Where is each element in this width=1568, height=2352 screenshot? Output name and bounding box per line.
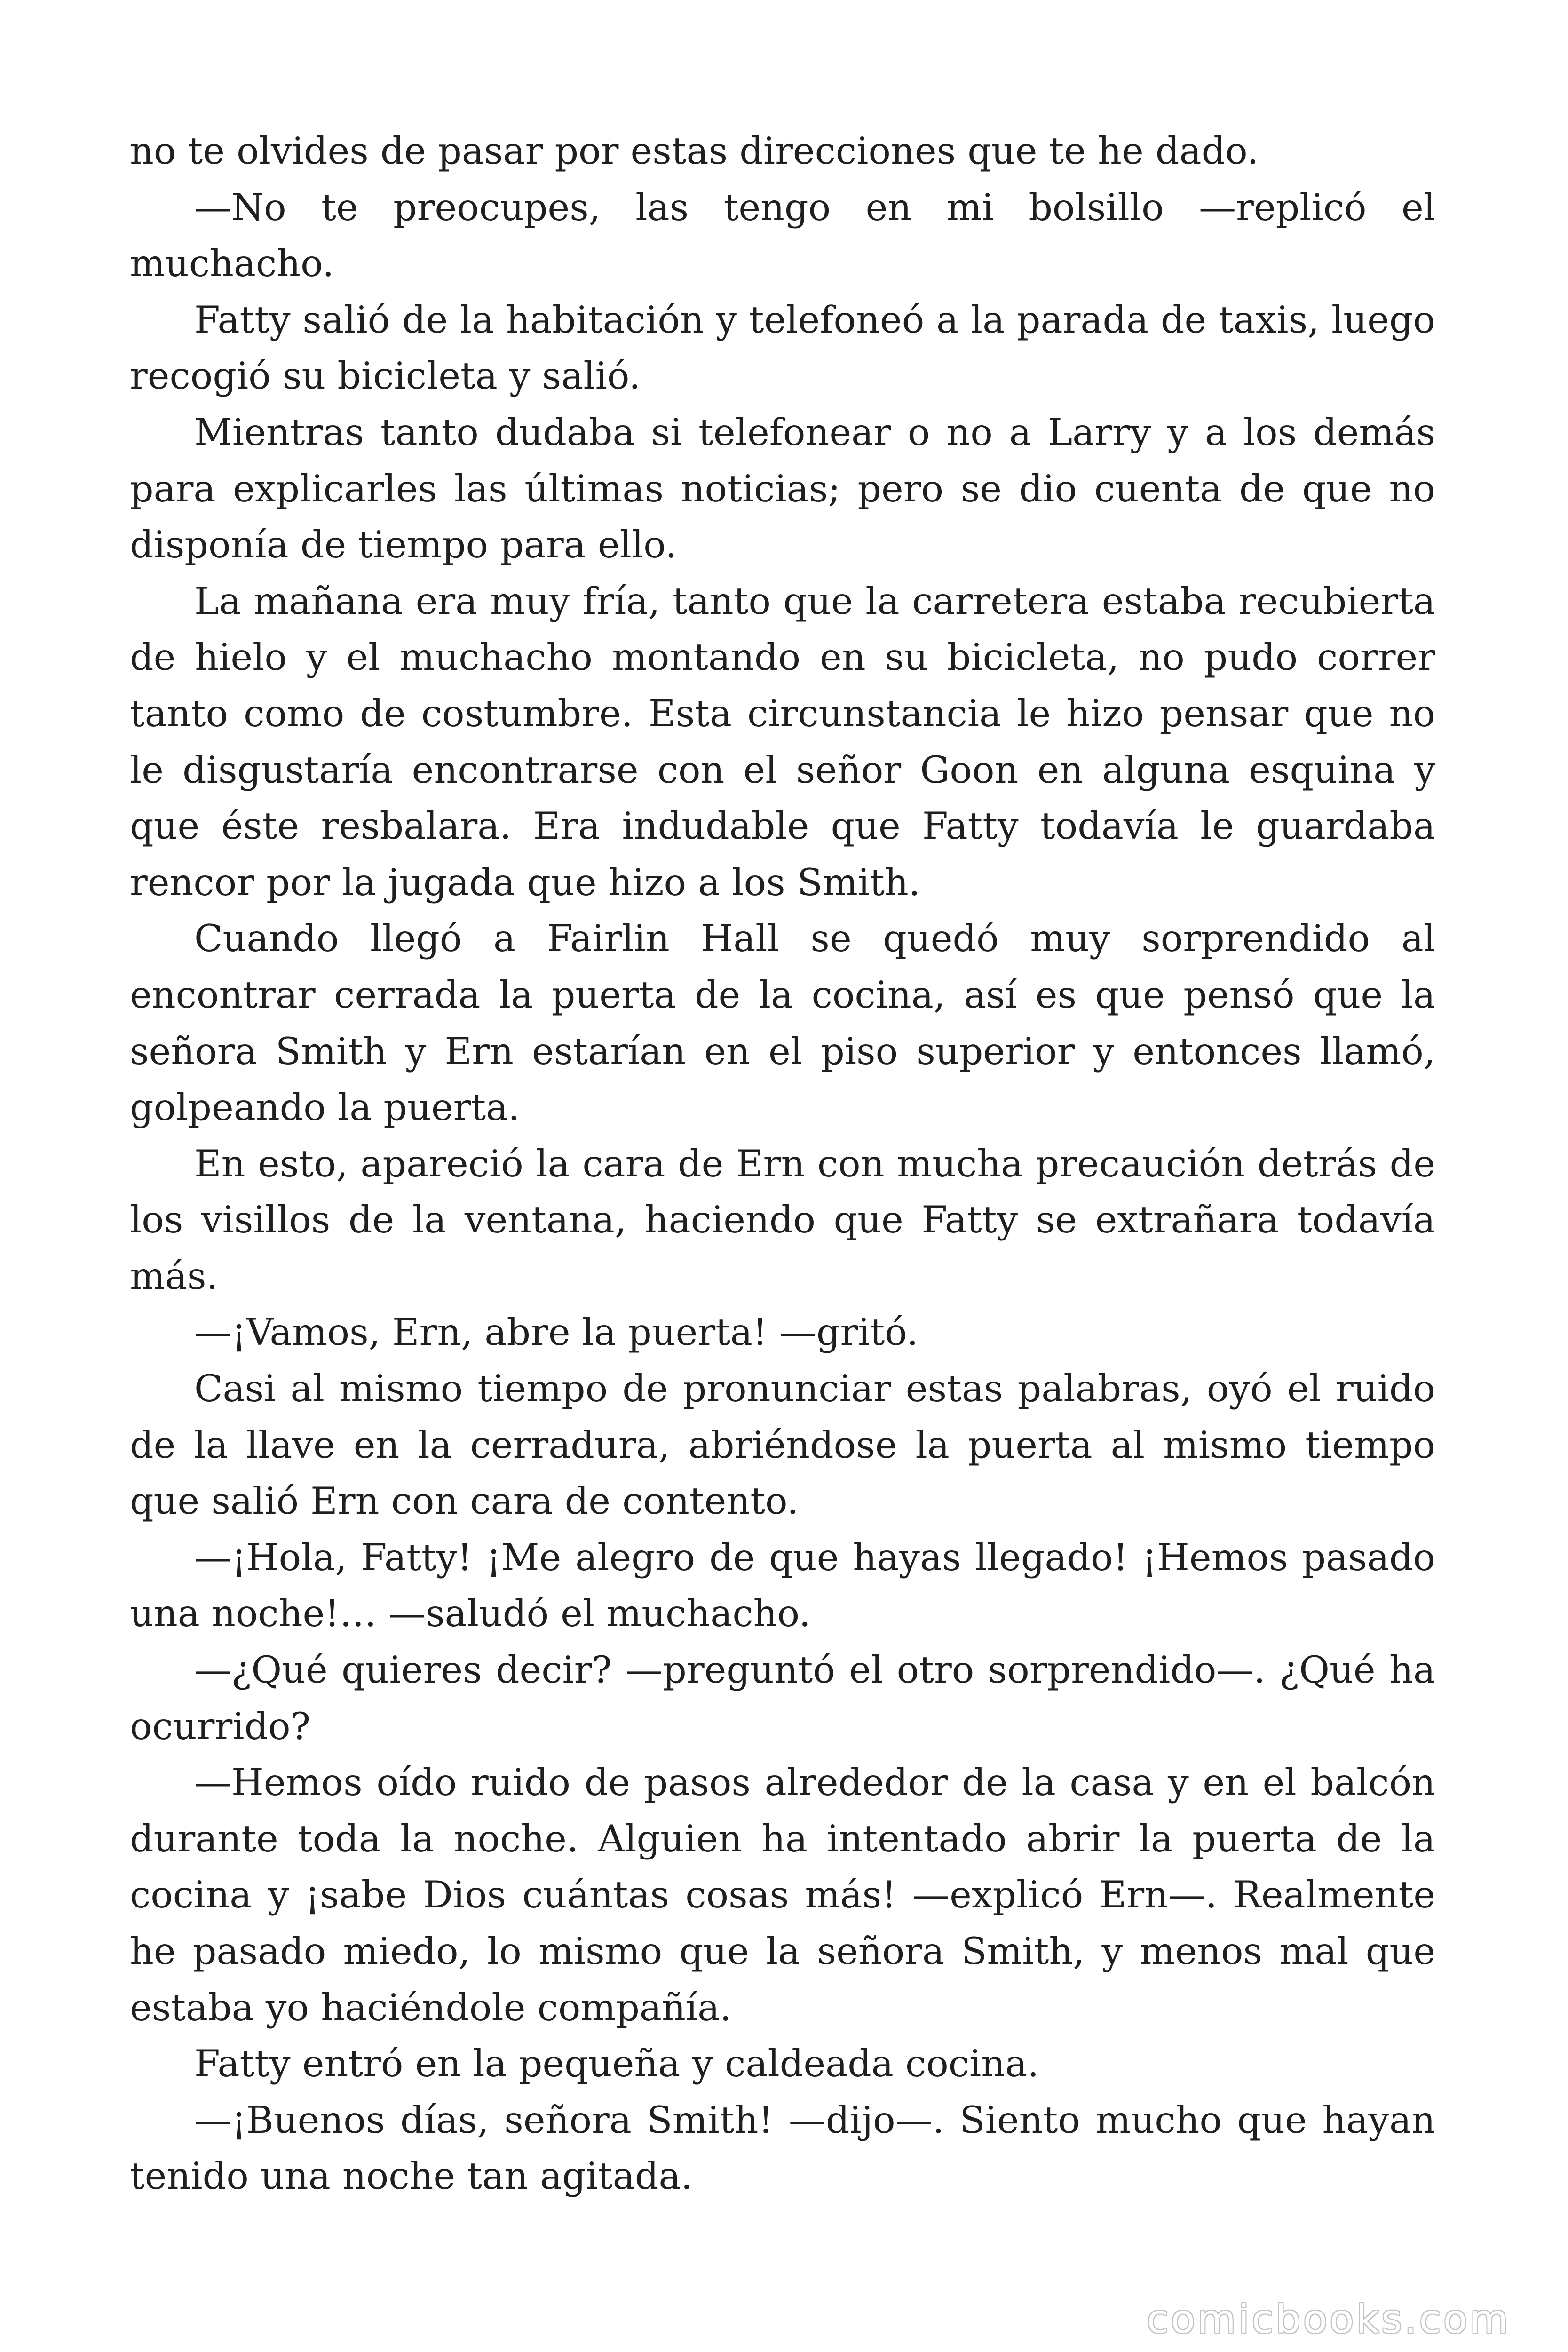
paragraph: —Hemos oído ruido de pasos alrededor de la casa y en el balcón durante toda la noche. Alguien ha intentado abrir la puerta de la cocina y ¡sabe Dios cuántas cosas más! —explicó Ern—. Realmente he pasado miedo, lo mismo que la señora Smith, y menos mal que estaba yo haciéndole compañía. bbox=[130, 1761, 1435, 2029]
paragraph: Cuando llegó a Fairlin Hall se quedó muy sorprendido al encontrar cerrada la puerta de la cocina, así es que pensó que la señora Smith y Ern estarían en el piso superior y entonces llamó, golpeando la puerta. bbox=[130, 917, 1435, 1129]
watermark: comicbooks.com bbox=[1147, 2296, 1511, 2342]
paragraph: Fatty entró en la pequeña y caldeada cocina. bbox=[194, 2042, 1039, 2086]
paragraph: —¡Buenos días, señora Smith! —dijo—. Siento mucho que hayan tenido una noche tan agitada. bbox=[130, 2098, 1435, 2198]
paragraph: —¿Qué quieres decir? —preguntó el otro sorprendido—. ¿Qué ha ocurrido? bbox=[130, 1648, 1435, 1748]
paragraph: La mañana era muy fría, tanto que la carretera estaba recubierta de hielo y el muchacho montando en su bicicleta, no pudo correr tanto como de costumbre. Esta circunstancia le hizo pensar que no le disgustaría encontrarse con el señor Goon en alguna esquina y que éste resbalara. Era indudable que Fatty todavía le guardaba rencor por la jugada que hizo a los Smith. bbox=[130, 579, 1435, 904]
paragraph: —¡Hola, Fatty! ¡Me alegro de que hayas llegado! ¡Hemos pasado una noche!… —saludó el muchacho. bbox=[130, 1535, 1435, 1636]
paragraph: Mientras tanto dudaba si telefonear o no a Larry y a los demás para explicarles las últimas noticias; pero se dio cuenta de que no disponía de tiempo para ello. bbox=[130, 410, 1435, 567]
paragraph: —No te preocupes, las tengo en mi bolsillo —replicó el muchacho. bbox=[130, 185, 1435, 286]
paragraph: Casi al mismo tiempo de pronunciar estas palabras, oyó el ruido de la llave en la cerradura, abriéndose la puerta al mismo tiempo que salió Ern con cara de contento. bbox=[130, 1367, 1435, 1523]
paragraph: —¡Vamos, Ern, abre la puerta! —gritó. bbox=[194, 1311, 919, 1354]
paragraph: En esto, apareció la cara de Ern con mucha precaución detrás de los visillos de la ventana, haciendo que Fatty se extrañara todavía más. bbox=[130, 1142, 1435, 1298]
body-text bbox=[130, 123, 1435, 2205]
paragraph: Fatty salió de la habitación y telefoneó a la parada de taxis, luego recogió su bicicleta y salió. bbox=[130, 298, 1435, 398]
paragraph: no te olvides de pasar por estas direcciones que te he dado. bbox=[130, 129, 1259, 173]
